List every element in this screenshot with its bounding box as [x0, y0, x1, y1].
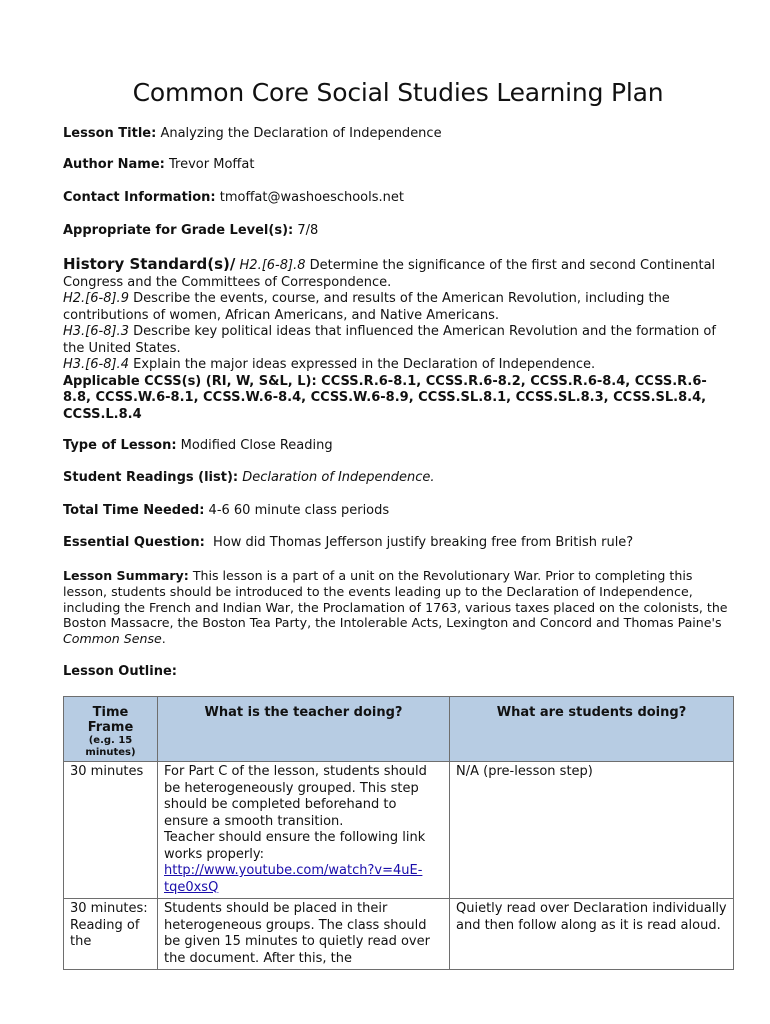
grade-field: Appropriate for Grade Level(s): 7/8	[63, 223, 319, 238]
lesson-outline-label: Lesson Outline:	[63, 664, 177, 679]
header-time: Time Frame (e.g. 15 minutes)	[64, 697, 158, 762]
header-students: What are students doing?	[450, 697, 734, 762]
contact-email: tmoffat@washoeschools.net	[219, 190, 404, 205]
time-field: Total Time Needed: 4-6 60 minute class periods	[63, 503, 390, 518]
lesson-type-field: Type of Lesson: Modified Close Reading	[63, 438, 333, 453]
readings-field: Student Readings (list): Declaration of Independence.	[63, 470, 435, 485]
history-standards: History Standard(s)/ H2.[6-8].8 Determine the significance of the first and second Continental Congress and the Committees of Correspondence. H2.[6-8].9 Describe the events, course, and results of the American Revolution, including the contributions of women, African Americans, and Native Americans. H3.[6-8].3 Describe key political ideas that influenced the American Revolution and the formation of the United States. H3.[6-8].4 Explain the major ideas expressed in the Declaration of Independence. Applicable CCSS(s) (RI, W, S&L, L): CCSS.R.6-8.1, CCSS.R.6-8.2, CCSS.R.6-8.4, CCSS.R.6-8.8, CCSS.W.6-8.1, CCSS.W.6-8.4, CCSS.W.6-8.9, CCSS.SL.8.1, CCSS.SL.8.3, CCSS.SL.8.4, CCSS.L.8.4	[63, 255, 716, 422]
lesson-summary: Lesson Summary: This lesson is a part of a unit on the Revolutionary War. Prior to completing this lesson, students should be introduced to the events leading up to the Declaration of Independence, including the French and Indian War, the Proclamation of 1763, various taxes placed on the colonists, the Boston Massacre, the Boston Tea Party, the Intolerable Acts, Lexington and Concord and Thomas Paine's Common Sense.	[63, 568, 728, 647]
table-row: 30 minutes For Part C of the lesson, students should be heterogeneously grouped. This step should be completed beforehand to ensure a smooth transition. Teacher should ensure the following link works properly: http://www.youtube.com/watch?v=4uE-tqe0xsQ N/A (pre-lesson step)	[64, 762, 734, 899]
table-header-row	[64, 697, 734, 762]
lesson-title-field: Lesson Title: Analyzing the Declaration of Independence	[63, 126, 442, 141]
ccss-standards: Applicable CCSS(s) (RI, W, S&L, L): CCSS.R.6-8.1, CCSS.R.6-8.2, CCSS.R.6-8.4, CCSS.R.6-8.8, CCSS.W.6-8.1, CCSS.W.6-8.4, CCSS.W.6-8.9, CCSS.SL.8.1, CCSS.SL.8.3, CCSS.SL.8.4, CCSS.L.8.4	[63, 373, 707, 422]
author-field: Author Name: Trevor Moffat	[63, 157, 255, 172]
youtube-link[interactable]: http://www.youtube.com/watch?v=4uE-tqe0xsQ	[164, 863, 423, 895]
table-row: 30 minutes: Reading of the Students should be placed in their heterogeneous groups. The class should be given 15 minutes to quietly read over the document. After this, the Quietly read over Declaration individually and then follow along as it is read aloud.	[64, 899, 734, 970]
question-field: Essential Question: How did Thomas Jefferson justify breaking free from British rule?	[63, 535, 634, 550]
contact-field: Contact Information: tmoffat@washoeschools.net	[63, 190, 404, 205]
lesson-outline-table	[63, 696, 734, 970]
page-title: Common Core Social Studies Learning Plan	[132, 78, 664, 107]
header-teacher: What is the teacher doing?	[158, 697, 450, 762]
